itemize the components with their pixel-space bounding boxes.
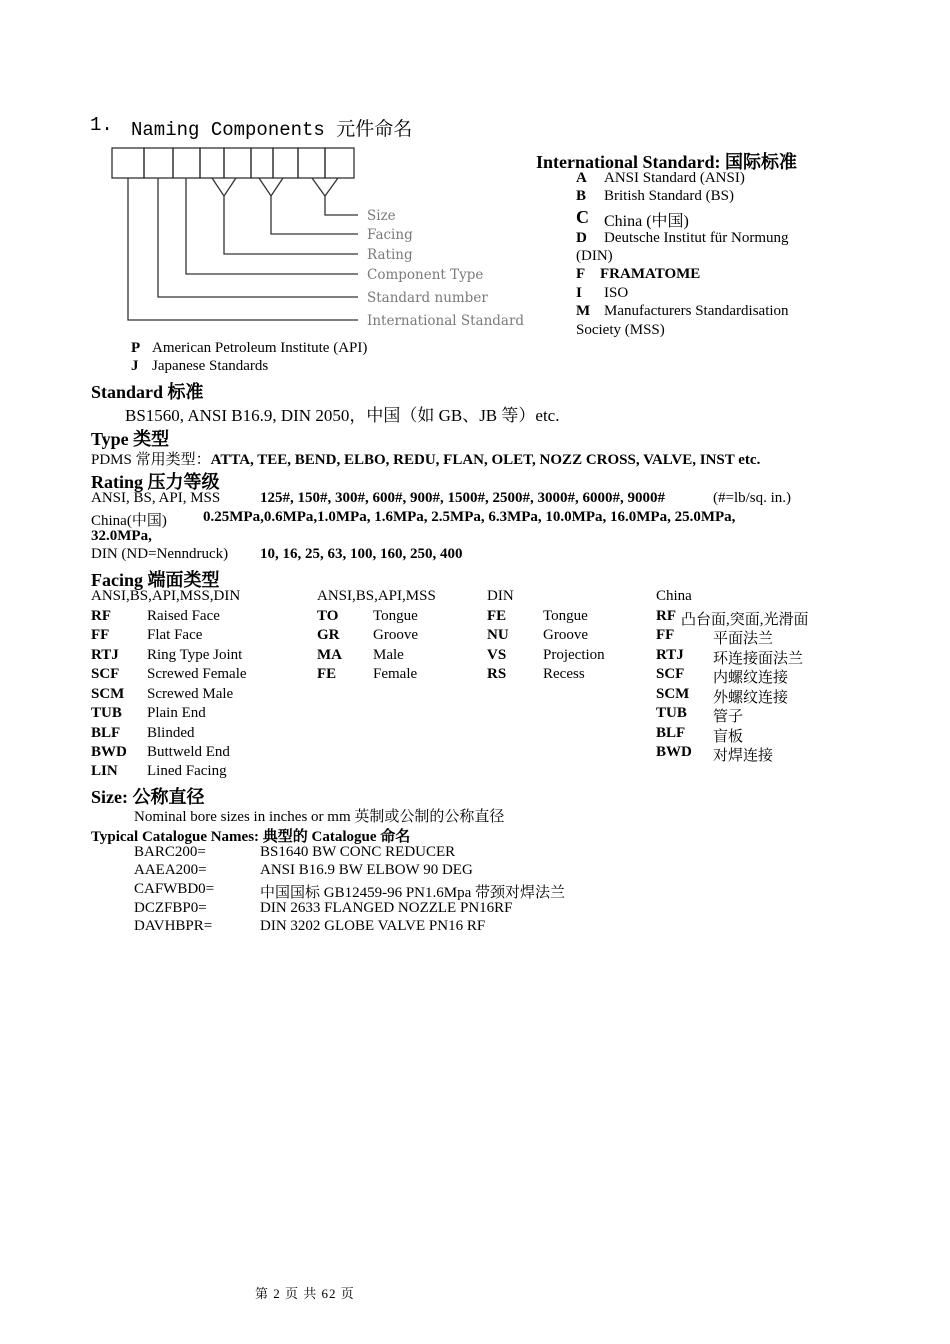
facing-desc: Tongue — [543, 608, 588, 624]
facing-header: ANSI,BS,API,MSS,DIN — [91, 588, 241, 604]
facing-desc: Groove — [543, 627, 588, 643]
facing-code: RF — [91, 608, 111, 624]
intl-text: ISO — [604, 285, 629, 301]
facing-code: FF — [91, 627, 110, 643]
catalogue-desc: 中国国标 GB12459-96 PN1.6Mpa 带颈对焊法兰 — [260, 885, 566, 901]
facing-desc: Projection — [543, 647, 605, 663]
code-box-3 — [173, 148, 200, 178]
intl-text-cont: (DIN) — [576, 248, 613, 264]
catalogue-desc: DIN 2633 FLANGED NOZZLE PN16RF — [260, 900, 513, 916]
facing-desc: 环连接面法兰 — [713, 651, 804, 667]
diagram-label-rating: Rating — [367, 247, 413, 263]
facing-desc: Female — [373, 666, 418, 682]
intl-code: J — [131, 358, 139, 374]
intl-code: M — [576, 303, 591, 319]
facing-code: BWD — [91, 744, 127, 760]
catalogue-code: DCZFBP0= — [134, 900, 207, 916]
facing-desc: Lined Facing — [147, 763, 227, 779]
intl-code: P — [131, 340, 141, 356]
facing-title: Facing 端面类型 — [91, 570, 220, 590]
facing-desc: Screwed Female — [147, 666, 247, 682]
diagram-label-standard-number: Standard number — [367, 290, 488, 306]
intl-text: FRAMATOME — [600, 266, 701, 282]
intl-code: A — [576, 170, 587, 186]
intl-code: F — [576, 266, 586, 282]
facing-desc: Recess — [543, 666, 585, 682]
facing-desc: Buttweld End — [147, 744, 230, 760]
intl-code: D — [576, 230, 587, 246]
catalogue-desc: DIN 3202 GLOBE VALVE PN16 RF — [260, 918, 486, 934]
facing-header: DIN — [487, 588, 514, 604]
facing-desc: 对焊连接 — [713, 748, 774, 764]
intl-text: Japanese Standards — [152, 358, 269, 374]
facing-code: BLF — [91, 725, 121, 741]
facing-desc: 盲板 — [713, 729, 744, 745]
page-title: Naming Components 元件命名 — [131, 119, 413, 141]
rating-ansi-note: (#=lb/sq. in.) — [713, 490, 792, 506]
type-line — [91, 448, 760, 469]
facing-desc: Flat Face — [147, 627, 203, 643]
intl-standard-title: International Standard: 国际标准 — [536, 152, 798, 172]
facing-code: BWD — [656, 744, 692, 760]
facing-header: ANSI,BS,API,MSS — [317, 588, 436, 604]
catalogue-code: CAFWBD0= — [134, 881, 215, 897]
rating-china-values: 0.25MPa,0.6MPa,1.0MPa, 1.6MPa, 2.5MPa, 6.3MPa, 10.0MPa, 16.0MPa, 25.0MPa, — [203, 509, 736, 525]
facing-code: BLF — [656, 725, 686, 741]
facing-code: RS — [487, 666, 507, 682]
intl-text: Manufacturers Standardisation — [604, 303, 789, 319]
facing-code: VS — [487, 647, 507, 663]
intl-code: B — [576, 188, 587, 204]
type-title: Type 类型 — [91, 429, 170, 449]
code-box-9 — [325, 148, 354, 178]
intl-code: I — [576, 285, 582, 301]
rating-china-values-cont: 32.0MPa, — [91, 528, 152, 544]
facing-code: FE — [487, 608, 507, 624]
facing-desc: 管子 — [713, 709, 744, 725]
intl-text: American Petroleum Institute (API) — [152, 340, 368, 356]
facing-code: GR — [317, 627, 340, 643]
facing-desc: Blinded — [147, 725, 195, 741]
facing-desc: 平面法兰 — [713, 631, 774, 647]
standard-text: BS1560, ANSI B16.9, DIN 2050，中国（如 GB、JB 等）etc. — [125, 406, 560, 425]
catalogue-desc: ANSI B16.9 BW ELBOW 90 DEG — [260, 862, 473, 878]
catalogue-code: AAEA200= — [134, 862, 207, 878]
facing-code: TUB — [91, 705, 122, 721]
rating-ansi-label: ANSI, BS, API, MSS — [91, 490, 221, 506]
facing-desc: Tongue — [373, 608, 418, 624]
code-box-5 — [224, 148, 251, 178]
facing-code: RF — [656, 608, 676, 624]
catalogue-desc: BS1640 BW CONC REDUCER — [260, 844, 456, 860]
code-box-1 — [112, 148, 144, 178]
facing-desc: Ring Type Joint — [147, 647, 243, 663]
rating-title: Rating 压力等级 — [91, 472, 220, 492]
facing-code: RTJ — [656, 647, 684, 663]
facing-desc: Plain End — [147, 705, 206, 721]
facing-code: MA — [317, 647, 342, 663]
facing-header: China — [656, 588, 692, 604]
facing-code: LIN — [91, 763, 118, 779]
intl-code: C — [576, 207, 589, 227]
diagram-label-facing: Facing — [367, 227, 413, 243]
intl-text: ANSI Standard (ANSI) — [604, 170, 745, 186]
diagram-label-size: Size — [367, 208, 396, 224]
facing-code: NU — [487, 627, 509, 643]
intl-text: Deutsche Institut für Normung — [604, 230, 789, 246]
facing-code: SCM — [656, 686, 690, 702]
facing-desc: Raised Face — [147, 608, 220, 624]
code-box-2 — [144, 148, 173, 178]
type-prefix: PDMS 常用类型： — [91, 452, 211, 468]
code-box-8 — [298, 148, 325, 178]
rating-ansi-values: 125#, 150#, 300#, 600#, 900#, 1500#, 2500#, 3000#, 6000#, 9000# — [260, 490, 665, 506]
facing-desc: Screwed Male — [147, 686, 234, 702]
facing-code: SCM — [91, 686, 125, 702]
rating-din-values: 10, 16, 25, 63, 100, 160, 250, 400 — [260, 546, 463, 562]
naming-diagram — [108, 144, 528, 334]
rating-china-label: China(中国) — [91, 513, 167, 529]
section-number: 1. — [90, 114, 113, 136]
catalogue-code: DAVHBPR= — [134, 918, 213, 934]
diagram-label-international-standard: International Standard — [367, 313, 525, 329]
type-list: ATTA, TEE, BEND, ELBO, REDU, FLAN, OLET, NOZZ CROSS, VALVE, INST etc. — [210, 452, 761, 468]
facing-desc: 外螺纹连接 — [713, 690, 789, 706]
code-box-7 — [273, 148, 298, 178]
catalogue-code: BARC200= — [134, 844, 206, 860]
facing-desc: 凸台面,突面,光滑面 — [681, 612, 809, 628]
code-box-6 — [251, 148, 273, 178]
intl-text: China (中国) — [604, 213, 689, 230]
size-text: Nominal bore sizes in inches or mm 英制或公制的公称直径 — [134, 809, 505, 825]
facing-desc: 内螺纹连接 — [713, 670, 789, 686]
intl-text: British Standard (BS) — [604, 188, 734, 204]
catalogue-title: Typical Catalogue Names: 典型的 Catalogue 命名 — [91, 829, 411, 845]
size-title: Size: 公称直径 — [91, 787, 205, 807]
facing-code: RTJ — [91, 647, 119, 663]
facing-desc: Groove — [373, 627, 418, 643]
facing-desc: Male — [373, 647, 404, 663]
facing-code: TO — [317, 608, 339, 624]
facing-code: FF — [656, 627, 675, 643]
code-box-4 — [200, 148, 224, 178]
page-footer: 第 2 页 共 62 页 — [255, 1286, 355, 1301]
facing-code: SCF — [91, 666, 120, 682]
intl-text-cont: Society (MSS) — [576, 322, 665, 338]
standard-title: Standard 标准 — [91, 382, 204, 402]
facing-code: FE — [317, 666, 337, 682]
facing-code: SCF — [656, 666, 685, 682]
facing-code: TUB — [656, 705, 687, 721]
diagram-label-component-type: Component Type — [367, 267, 484, 283]
rating-din-label: DIN (ND=Nenndruck) — [91, 546, 229, 562]
